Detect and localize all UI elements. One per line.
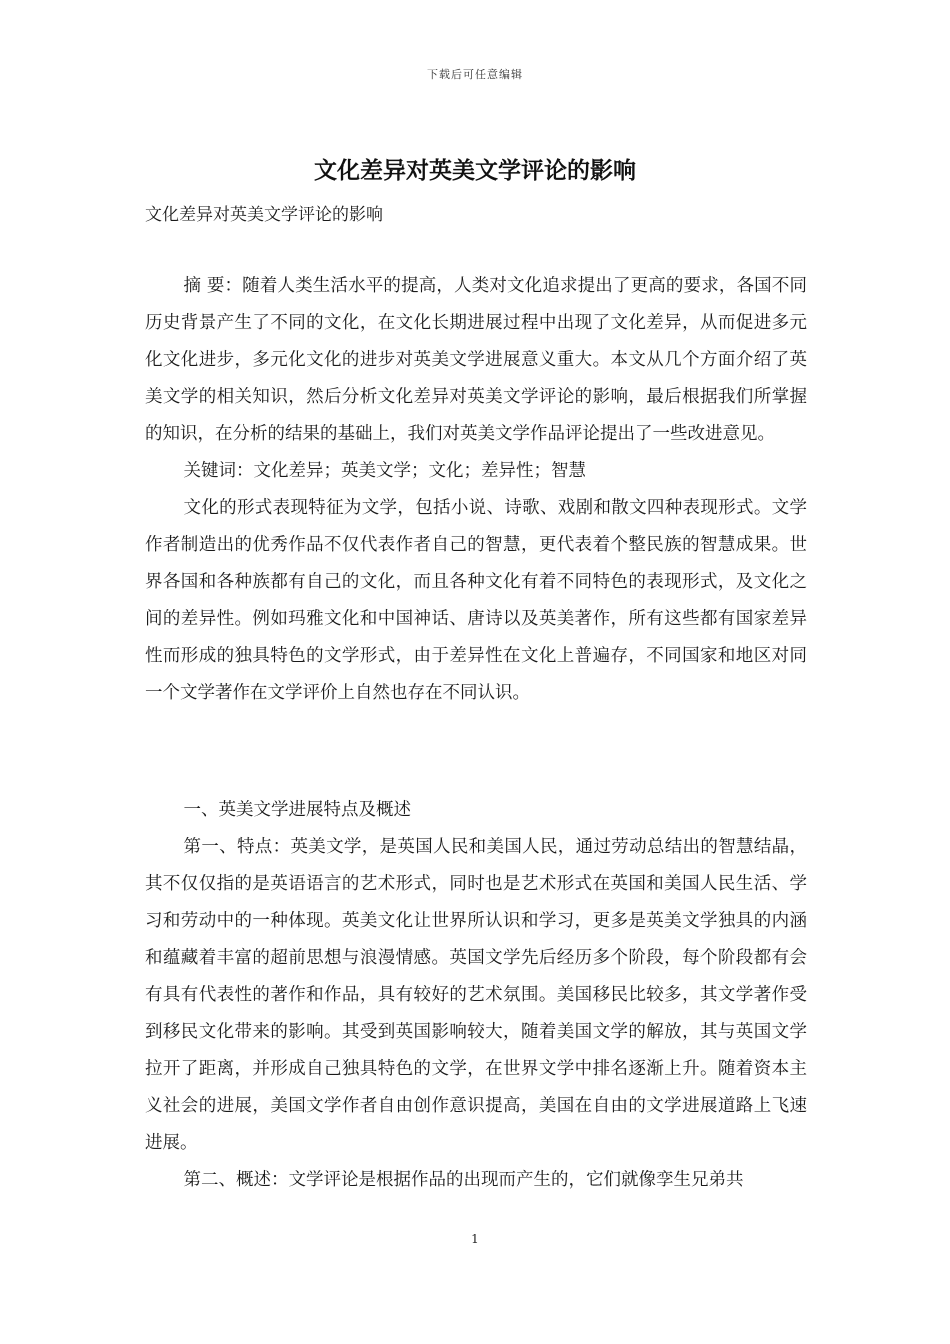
section-paragraph: 第二、概述：文学评论是根据作品的出现而产生的，它们就像孪生兄弟共: [183, 1170, 744, 1190]
section-heading: 一、英美文学进展特点及概述: [183, 800, 411, 820]
abstract-paragraph: 摘 要：随着人类生活水平的提高，人类对文化追求提出了更高的要求，各国不同历史背景产生了不同的文化，在文化长期进展过程中出现了文化差异，从而促进多元化文化进步，多元化文化的进步对英美文学进展意义重大。本文从几个方面介绍了英美文学的相关知识，然后分析文化差异对英美文学评论的影响，最后根据我们所掌握的知识，在分析的结果的基础上，我们对英美文学作品评论提出了一些改进意见。: [145, 276, 807, 444]
document-subtitle: 文化差异对英美文学评论的影响: [145, 205, 383, 225]
header-note: 下载后可任意编辑: [427, 68, 523, 81]
section-paragraph: 第一、特点：英美文学，是英国人民和美国人民，通过劳动总结出的智慧结晶，其不仅仅指的是英语语言的艺术形式，同时也是艺术形式在英国和美国人民生活、学习和劳动中的一种体现。英美文化让世界所认识和学习，更多是英美文学独具的内涵和蕴藏着丰富的超前思想与浪漫情感。英国文学先后经历多个阶段，每个阶段都有会有具有代表性的著作和作品，具有较好的艺术氛围。美国移民比较多，其文学著作受到移民文化带来的影响。其受到英国影响较大，随着美国文学的解放，其与英国文学拉开了距离，并形成自己独具特色的文学，在世界文学中排名逐渐上升。随着资本主义社会的进展，美国文学作者自由创作意识提高，美国在自由的文学进展道路上飞速进展。: [145, 837, 807, 1153]
intro-paragraph: 文化的形式表现特征为文学，包括小说、诗歌、戏剧和散文四种表现形式。文学作者制造出的优秀作品不仅代表作者自己的智慧，更代表着个整民族的智慧成果。世界各国和各种族都有自己的文化，而且各种文化有着不同特色的表现形式，及文化之间的差异性。例如玛雅文化和中国神话、唐诗以及英美著作，所有这些都有国家差异性而形成的独具特色的文学形式，由于差异性在文化上普遍存，不同国家和地区对同一个文学著作在文学评价上自然也存在不同认识。: [145, 498, 807, 703]
abstract-section: [145, 268, 807, 712]
page-number: 1: [471, 1232, 479, 1246]
document-title: 文化差异对英美文学评论的影响: [314, 157, 636, 184]
section-1: [145, 792, 807, 1199]
keywords-line: 关键词：文化差异；英美文学；文化；差异性；智慧: [183, 461, 586, 481]
